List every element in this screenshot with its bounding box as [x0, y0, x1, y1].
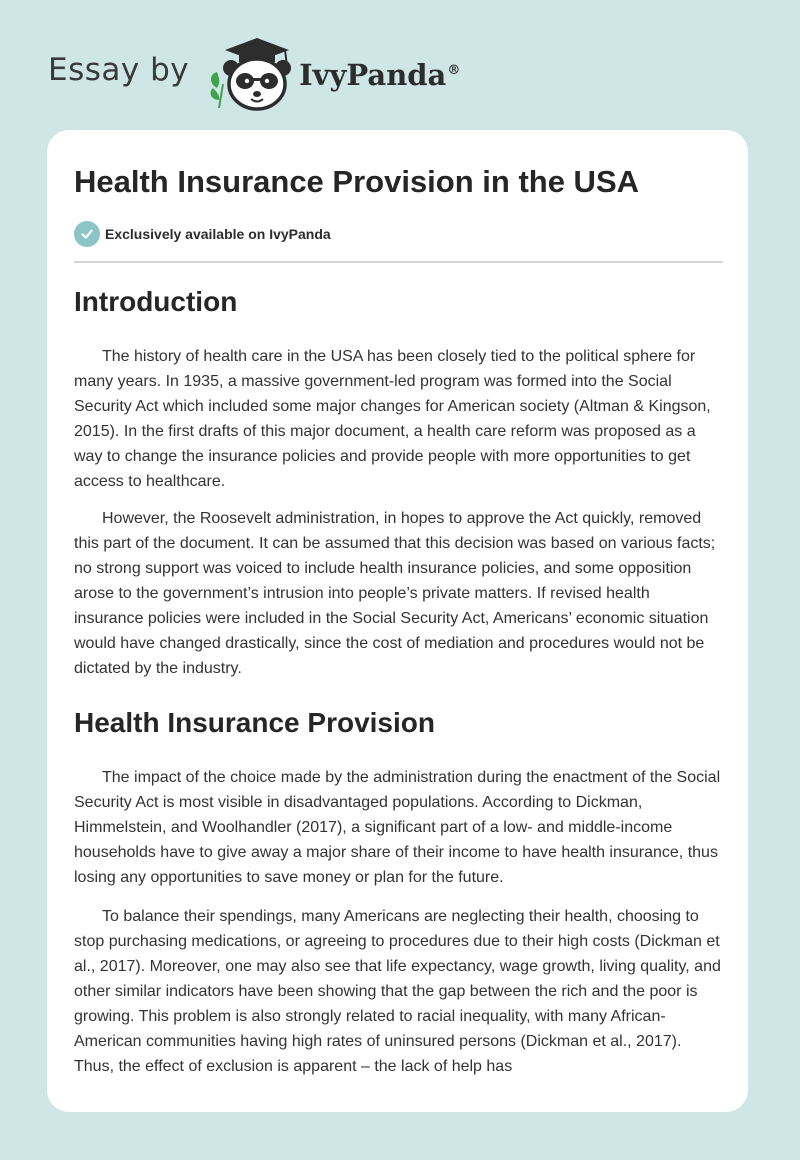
paragraph: The impact of the choice made by the administration during the enactment of the Social Security Act is most visible in disadvantaged populations. According to Dickman, Himmelstein, and Woolhandler (2017), a significant part of a low- and middle-income households have to give away a major share of their income to have health insurance, thus losing any opportunities to save money or plan for the future.	[74, 769, 721, 886]
essay-title: Health Insurance Provision in the USA	[74, 164, 640, 199]
ivypanda-panda-icon[interactable]	[207, 34, 293, 114]
title-divider	[74, 261, 723, 263]
site-header	[48, 34, 460, 114]
exclusive-badge	[74, 221, 331, 247]
essay-body	[74, 282, 723, 1079]
section-heading-introduction: Introduction	[74, 286, 238, 317]
paragraph: To balance their spendings, many Americans are neglecting their health, choosing to stop purchasing medications, or agreeing to procedures due to their high costs (Dickman et al., 2017). Moreover, one may also see that life expectancy, wage growth, living quality, and other similar indicators have been showing that the gap between the rich and the poor is growing. This problem is also strongly related to racial inequality, with many African-American communities having high rates of uninsured persons (Dickman et al., 2017). Thus, the effect of exclusion is apparent – the lack of help has	[74, 908, 721, 1075]
paragraph: However, the Roosevelt administration, in hopes to approve the Act quickly, removed this part of the document. It can be assumed that this decision was based on various facts; no strong support was voiced to include health insurance policies, and some opposition arose to the government’s intrusion into people’s private matters. If revised health insurance policies were included in the Social Security Act, Americans’ economic situation would have changed drastically, since the cost of mediation and procedures would not be dictated by the industry.	[74, 510, 716, 677]
brand-text: IvyPanda	[299, 58, 447, 92]
paragraph: The history of health care in the USA has been closely tied to the political sphere for many years. In 1935, a massive government-led program was formed into the Social Security Act which included some major changes for American society (Altman & Kingson, 2015). In the first drafts of this major document, a health care reform was proposed as a way to change the insurance policies and provide people with more opportunities to get access to healthcare.	[74, 348, 711, 490]
section-heading-health-insurance-provision: Health Insurance Provision	[74, 707, 435, 738]
exclusive-label: Exclusively available on IvyPanda	[105, 226, 331, 242]
essay-card	[47, 130, 748, 1112]
ivypanda-brand-name[interactable]	[299, 58, 460, 92]
essay-by-label: Essay by	[48, 52, 190, 88]
check-icon	[74, 221, 100, 247]
registered-mark: ®	[447, 63, 461, 79]
